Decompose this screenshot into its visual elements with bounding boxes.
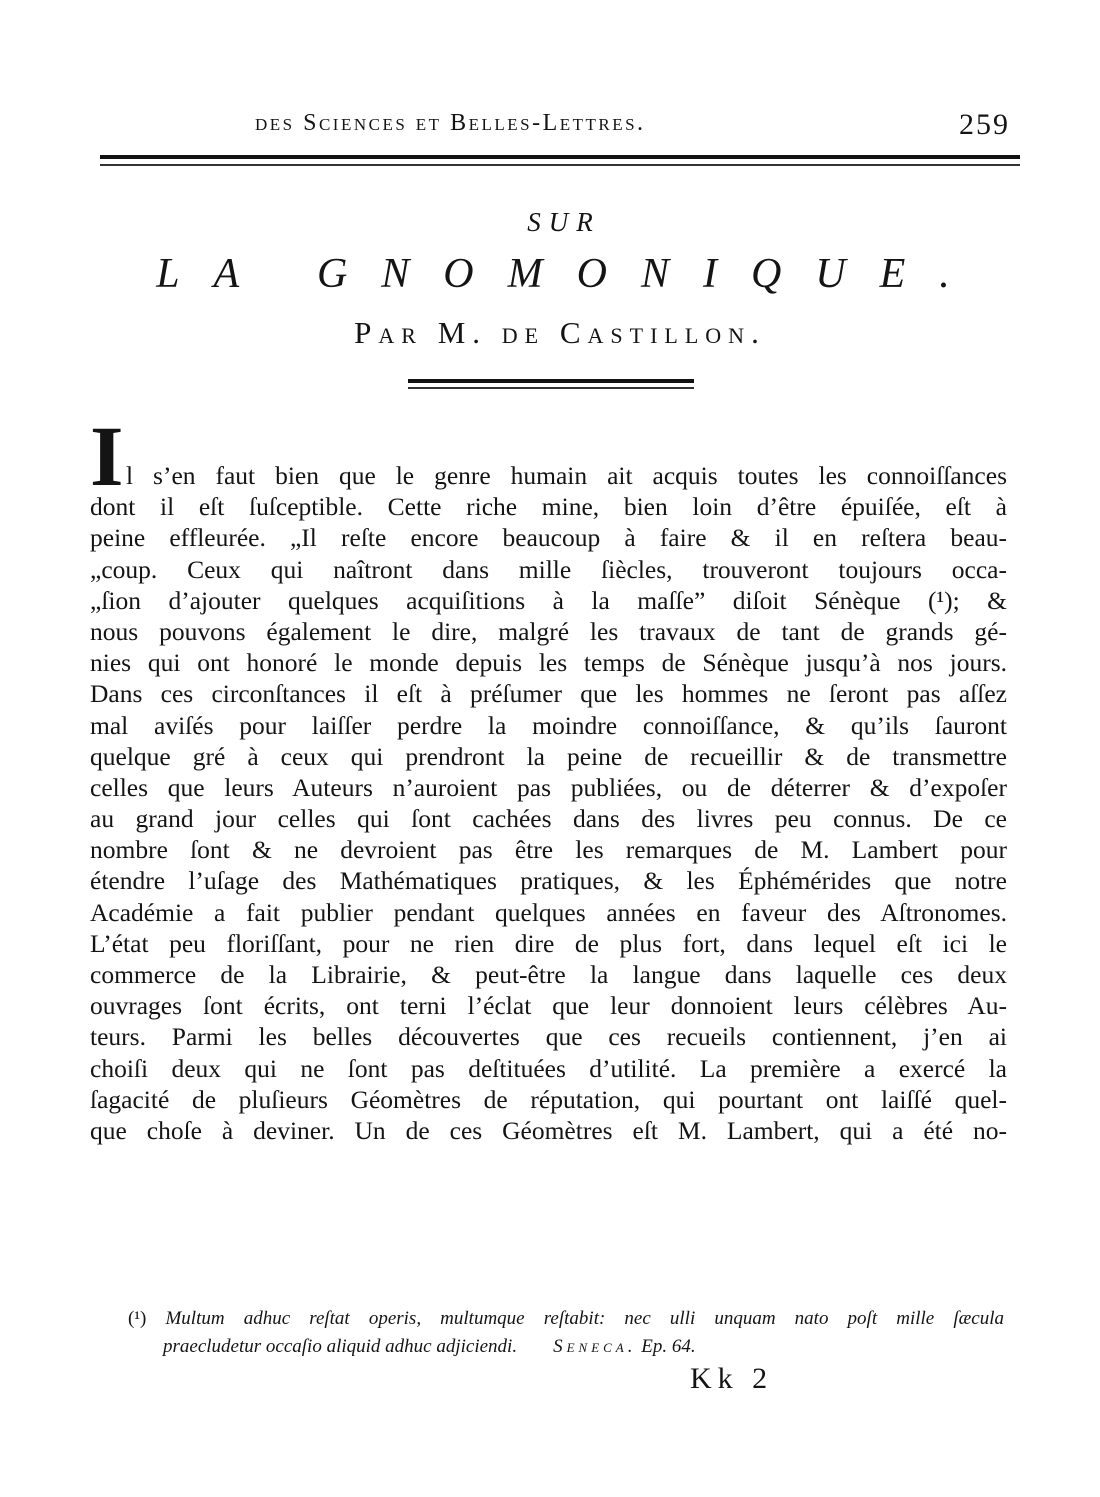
body-line: ſagacité de pluſieurs Géomètres de réputation, qui pourtant ont laiſſé quel- (90, 1084, 1007, 1114)
body-text (90, 460, 1007, 1146)
article-title: LA GNOMONIQUE. (156, 251, 984, 297)
drop-cap: I (90, 408, 124, 504)
body-line: dont il eſt ſuſceptible. Cette riche mine, bien loin d’être épuiſée, eſt à (90, 492, 1007, 522)
body-line: l s’en faut bien que le genre humain ait acquis toutes les connoiſſances (126, 461, 1007, 490)
footnote-text-1: Multum adhuc reſtat operis, multumque reſtabit: nec ulli unquam nato poſt mille ſæcula (165, 1308, 1004, 1329)
body-line: ouvrages ſont écrits, ont terni l’éclat que leur donnoient leurs célèbres Au- (90, 991, 1007, 1021)
body-line: mal aviſés pour laiſſer perdre la moindre connoiſſance, & qu’ils ſauront (90, 710, 1007, 740)
article-pre-title: SUR (527, 207, 601, 237)
body-line: „ſion d’ajouter quelques acquiſitions à la maſſe” diſoit Sénèque (¹); & (90, 585, 1007, 615)
footnote-source-ref: Ep. 64. (641, 1336, 696, 1357)
article-title-block (100, 205, 1020, 353)
header-rule-thin (100, 164, 1020, 166)
body-line: étendre l’uſage des Mathématiques pratiques, & les Éphémérides que notre (90, 866, 1007, 896)
page-number: 259 (959, 108, 1010, 141)
body-line: „coup. Ceux qui naîtront dans mille ſiècles, trouveront toujours occa- (90, 554, 1007, 584)
footnote-source-author: Seneca. (553, 1336, 637, 1357)
footnote-line-1 (128, 1305, 1004, 1333)
body-line: au grand jour celles qui ſont cachées dans des livres peu connus. De ce (90, 804, 1007, 834)
body-line: teurs. Parmi les belles découvertes que ces recueils contiennent, j’en ai (90, 1022, 1007, 1052)
footnote-marker: (¹) (128, 1308, 147, 1329)
article-author: Par M. de Castillon. (354, 315, 766, 350)
running-head (100, 104, 1020, 144)
body-line: nombre ſont & ne devroient pas être les remarques de M. Lambert pour (90, 835, 1007, 865)
header-rule-thick (100, 155, 1020, 159)
footnote (128, 1305, 1004, 1361)
ornamental-rule-thin (408, 387, 694, 389)
body-line: Académie a fait publier pendant quelques années en faveur des Aſtronomes. (90, 897, 1007, 927)
body-line: peine effleurée. „Il reſte encore beaucoup à faire & il en reſtera beau- (90, 523, 1007, 553)
body-line: que choſe à deviner. Un de ces Géomètres eſt M. Lambert, qui a été no- (90, 1115, 1007, 1145)
body-line: L’état peu floriſſant, pour ne rien dire de plus fort, dans lequel eſt ici le (90, 928, 1007, 958)
footnote-text-2: praecludetur occaſio aliquid adhuc adjiciendi. (163, 1336, 518, 1357)
body-line: choiſi deux qui ne ſont pas deſtituées d’utilité. La première a exercé la (90, 1053, 1007, 1083)
signature-mark: Kk 2 (690, 1362, 774, 1395)
running-head-title: des Sciences et Belles-Lettres. (255, 110, 646, 136)
body-line: quelque gré à ceux qui prendront la peine de recueillir & de transmettre (90, 741, 1007, 771)
footnote-line-2 (128, 1333, 1004, 1361)
body-line: celles que leurs Auteurs n’auroient pas publiées, ou de déterrer & d’expoſer (90, 772, 1007, 802)
ornamental-rule-thick (408, 379, 694, 383)
body-line: Dans ces circonſtances il eſt à préſumer que les hommes ne ſeront pas aſſez (90, 679, 1007, 709)
body-line: commerce de la Librairie, & peut-être la langue dans laquelle ces deux (90, 960, 1007, 989)
body-line: nies qui ont honoré le monde depuis les temps de Sénèque jusqu’à nos jours. (90, 648, 1007, 678)
body-line: nous pouvons également le dire, malgré les travaux de tant de grands gé- (90, 616, 1007, 646)
